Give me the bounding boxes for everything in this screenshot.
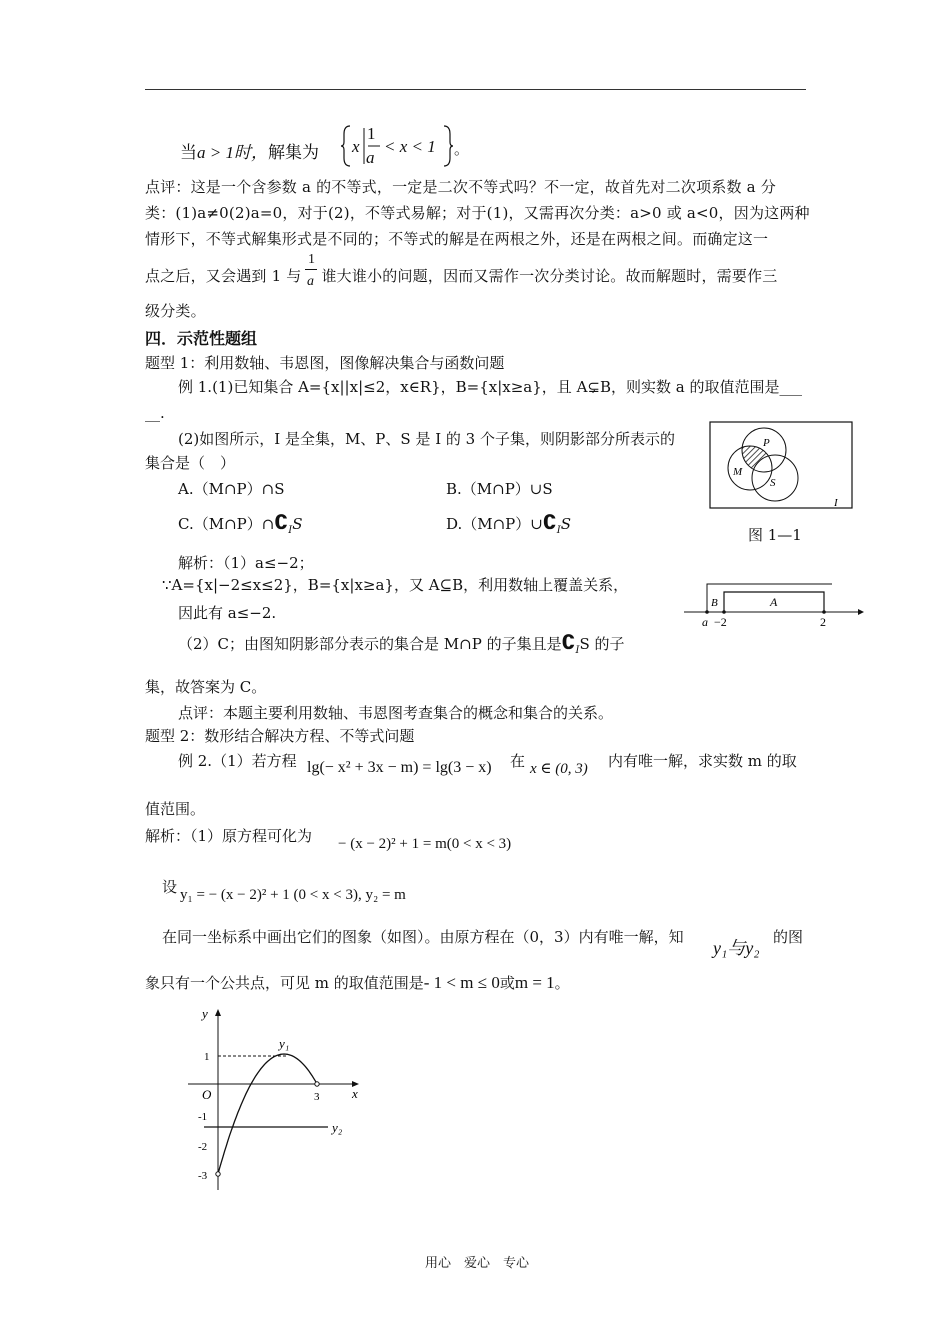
tick-3: 3	[314, 1091, 320, 1103]
comment-line-4: 点之后，又会遇到 1 与 谁大谁小的问题，因而又需作一次分类讨论。故而解题时，需要作三	[145, 267, 778, 285]
label-m: M	[733, 466, 743, 478]
label-i: I	[834, 497, 838, 509]
number-line-figure	[682, 576, 864, 632]
function-graph	[180, 1006, 380, 1196]
axis-arrow	[858, 609, 864, 615]
set-label: 设	[162, 878, 178, 896]
option-b: B.（M∩P）∪S	[446, 480, 553, 498]
comment-line-2: 类：(1)a≠0(2)a=0，对于(2)，不等式易解；对于(1)，又需再次分类：a>0 或 a<0，因为这两种	[145, 204, 810, 222]
tick-1: 1	[204, 1051, 210, 1063]
point-neg2	[722, 610, 726, 614]
example2-equation: lg(− x² + 3x − m) = lg(3 − x)	[307, 759, 492, 776]
comment-line-5: 级分类。	[145, 302, 206, 320]
analysis1-comment: 点评：本题主要利用数轴、韦恩图考查集合的概念和集合的关系。	[178, 704, 614, 722]
analysis1-line2: ∵A={x|−2≤x≤2}，B={x|x≥a}，又 A⊆B，利用数轴上覆盖关系，	[162, 576, 629, 594]
label-b: B	[711, 597, 718, 609]
analysis1-line3: 因此有 a≤−2.	[178, 604, 277, 622]
set-tail: < x < 1	[384, 137, 436, 156]
analysis1-line1: 解析：（1）a≤−2；	[178, 554, 314, 572]
example1-part2-line2: 集合是（ ）	[145, 454, 236, 472]
tick-m1: -1	[198, 1111, 208, 1123]
y2-label: y₂	[332, 1120, 343, 1135]
curve-y1	[218, 1054, 317, 1174]
example1-line1: 例 1.(1)已知集合 A={x||x|≤2，x∈R}，B={x|x≥a}，且 A⊊B，则实数 a 的取值范围是___	[178, 378, 802, 396]
comment-frac-num: 1	[308, 252, 315, 267]
origin-label: O	[202, 1087, 212, 1102]
comment-line-1: 点评：这是一个含参数 a 的不等式，一定是二次不等式吗？不一定，故首先对二次项系数 a 分	[145, 178, 776, 196]
comment-line-3: 情形下，不等式解集形式是不同的；不等式的解是在两根之外，还是在两根之间。而确定这一	[145, 230, 769, 248]
option-a: A.（M∩P）∩S	[178, 480, 285, 498]
y1-label: y₁	[279, 1036, 290, 1051]
open-point-right	[315, 1082, 319, 1086]
label-2: 2	[820, 615, 826, 629]
option-c: $C.(M\cap P)\cap∁_IS$	[178, 510, 303, 536]
universal-set-box	[710, 422, 852, 508]
example2-tail-2: 值范围。	[145, 800, 206, 818]
comment-frac-bar	[305, 269, 317, 270]
example1-line1-cont: __.	[145, 404, 165, 422]
open-point-left	[216, 1172, 220, 1176]
complement-symbol: ∁	[274, 510, 289, 534]
complement-symbol: ∁	[542, 510, 557, 534]
example2-in: 在	[510, 752, 526, 770]
comment-frac-den: a	[307, 274, 314, 289]
analysis1-line4: （2）C；由图知阴影部分表示的集合是 M∩P 的子集且是$∁_IS$ 的子	[178, 630, 625, 656]
section-title: 四．示范性题组	[145, 329, 258, 348]
tick-m2: -2	[198, 1141, 208, 1153]
solution-equation: − (x − 2)² + 1 = m(0 < x < 3)	[338, 836, 512, 852]
label-s: S	[770, 477, 776, 489]
figure-caption: 图 1—1	[748, 526, 802, 544]
set-frac-num: 1	[367, 124, 376, 143]
label-a: a	[702, 615, 708, 629]
label-neg2: −2	[714, 615, 727, 629]
type1-title: 题型 1：利用数轴、韦恩图，图像解决集合与函数问题	[145, 354, 505, 372]
y-axis-label: y	[202, 1006, 208, 1021]
point-a	[705, 610, 709, 614]
type2-title: 题型 2：数形结合解决方程、不等式问题	[145, 727, 415, 745]
draw-line: 在同一坐标系中画出它们的图象（如图）。由原方程在（0，3）内有唯一解，知	[162, 928, 684, 946]
x-axis-label: x	[352, 1086, 358, 1101]
label-a-set: A	[770, 595, 778, 609]
y-axis-arrow	[215, 1009, 221, 1016]
venn-diagram	[708, 420, 856, 512]
point-2	[822, 610, 826, 614]
label-p: P	[763, 437, 770, 449]
draw-tail: 的图	[773, 928, 804, 946]
case-line: 当a > 1时，解集为	[180, 143, 319, 162]
example2-tail: 内有唯一解，求实数 m 的取	[608, 752, 797, 770]
header-rule	[145, 89, 806, 90]
complement-symbol: ∁	[561, 630, 576, 654]
end-mark: 。	[454, 140, 470, 158]
conclusion-line: 象只有一个公共点，可见 m 的取值范围是- 1 < m ≤ 0或m = 1。	[145, 973, 570, 992]
tick-m3: -3	[198, 1170, 208, 1182]
set-equation: y₁ = − (x − 2)² + 1 (0 < x < 3), y₂ = m	[180, 887, 406, 903]
set-frac-den: a	[366, 148, 375, 167]
example2-intro: 例 2.（1）若方程	[178, 752, 297, 770]
example2-range: x ∈ (0, 3)	[530, 761, 588, 777]
example1-part2-line1: (2)如图所示，I 是全集，M、P、S 是 I 的 3 个子集，则阴影部分所表示的	[178, 430, 675, 448]
option-d: $D.(M\cap P)\cup∁_IS$	[446, 510, 572, 536]
solution-label: 解析：（1）原方程可化为	[145, 827, 313, 845]
draw-y-vars: y₁与y₂	[713, 938, 760, 958]
set-variable: x	[352, 137, 360, 156]
footer: 用心 爱心 专心	[425, 1256, 530, 1271]
analysis1-line5: 集，故答案为 C。	[145, 678, 267, 696]
